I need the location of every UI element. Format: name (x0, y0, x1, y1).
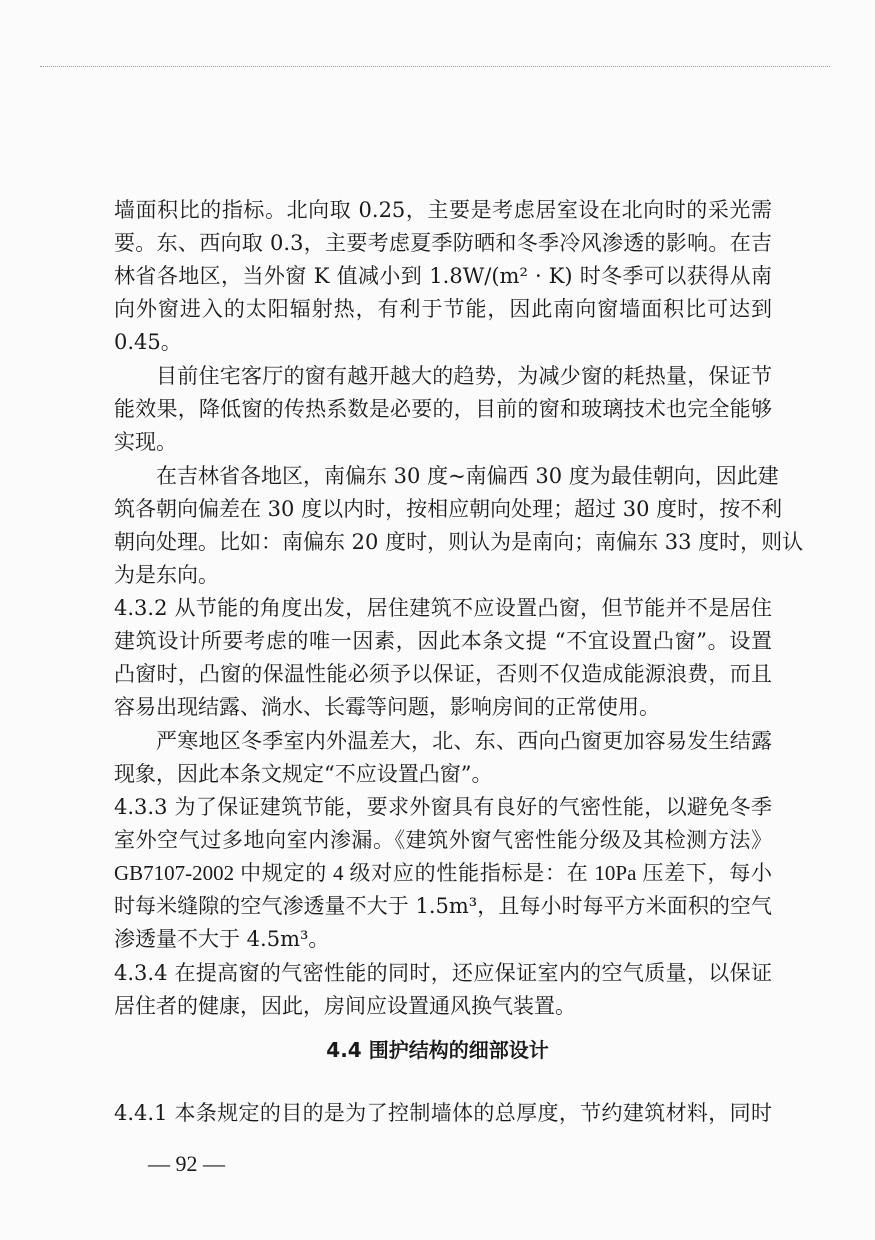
text-line: 在吉林省各地区，南偏东 30 度~南偏西 30 度为最佳朝向，因此建 (156, 464, 779, 488)
text-line: 朝向处理。比如：南偏东 20 度时，则认为是南向；南偏东 33 度时，则认 (114, 530, 804, 554)
page-number: — 92 — (148, 1151, 225, 1176)
scan-artifact-line (40, 66, 830, 67)
text-line: 凸窗时，凸窗的保温性能必须予以保证，否则不仅造成能源浪费，而且 (114, 662, 772, 686)
text-line: 要。东、西向取 0.3，主要考虑夏季防晒和冬季冷风渗透的影响。在吉 (114, 231, 772, 255)
text-line: 为是东向。 (114, 563, 219, 587)
text-line: 建筑设计所要考虑的唯一因素，因此本条文提 “不宜设置凸窗”。设置 (114, 629, 772, 653)
text-line: 实现。 (114, 430, 177, 454)
text-line: 4.3.4 在提高窗的气密性能的同时，还应保证室内的空气质量，以保证 (114, 961, 772, 985)
section-heading: 4.4 围护结构的细部设计 (326, 1038, 549, 1062)
text-line: GB7107-2002 中规定的 4 级对应的性能指标是：在 10Pa 压差下，每小 (114, 861, 772, 885)
text-line: 室外空气过多地向室内渗漏。《建筑外窗气密性能分级及其检测方法》 (114, 828, 772, 852)
text-line: 向外窗进入的太阳辐射热，有利于节能，因此南向窗墙面积比可达到 (114, 297, 772, 321)
text-line: 居住者的健康，因此，房间应设置通风换气装置。 (114, 994, 576, 1018)
text-line: 4.4.1 本条规定的目的是为了控制墙体的总厚度，节约建筑材料，同时 (114, 1101, 772, 1125)
text-line: 0.45。 (114, 330, 182, 354)
text-line: 时每米缝隙的空气渗透量不大于 1.5m³，且每小时每平方米面积的空气 (114, 894, 772, 918)
text-line: 渗透量不大于 4.5m³。 (114, 927, 330, 951)
text-line: 现象，因此本条文规定“不应设置凸窗”。 (114, 762, 493, 786)
text-line: 目前住宅客厅的窗有越开越大的趋势，为减少窗的耗热量，保证节 (156, 364, 772, 388)
text-line: 筑各朝向偏差在 30 度以内时，按相应朝向处理；超过 30 度时，按不利 (114, 497, 783, 521)
text-line: 4.3.3 为了保证建筑节能，要求外窗具有良好的气密性能，以避免冬季 (114, 795, 772, 819)
text-line: 严寒地区冬季室内外温差大，北、东、西向凸窗更加容易发生结露 (156, 729, 772, 753)
text-line: 能效果，降低窗的传热系数是必要的，目前的窗和玻璃技术也完全能够 (114, 397, 772, 421)
text-line: 容易出现结露、淌水、长霉等问题，影响房间的正常使用。 (114, 695, 660, 719)
text-line: 4.3.2 从节能的角度出发，居住建筑不应设置凸窗，但节能并不是居住 (114, 596, 772, 620)
text-line: 墙面积比的指标。北向取 0.25，主要是考虑居室设在北向时的采光需 (114, 198, 772, 222)
text-line: 林省各地区，当外窗 K 值减小到 1.8W/(m² · K) 时冬季可以获得从南 (114, 264, 772, 288)
